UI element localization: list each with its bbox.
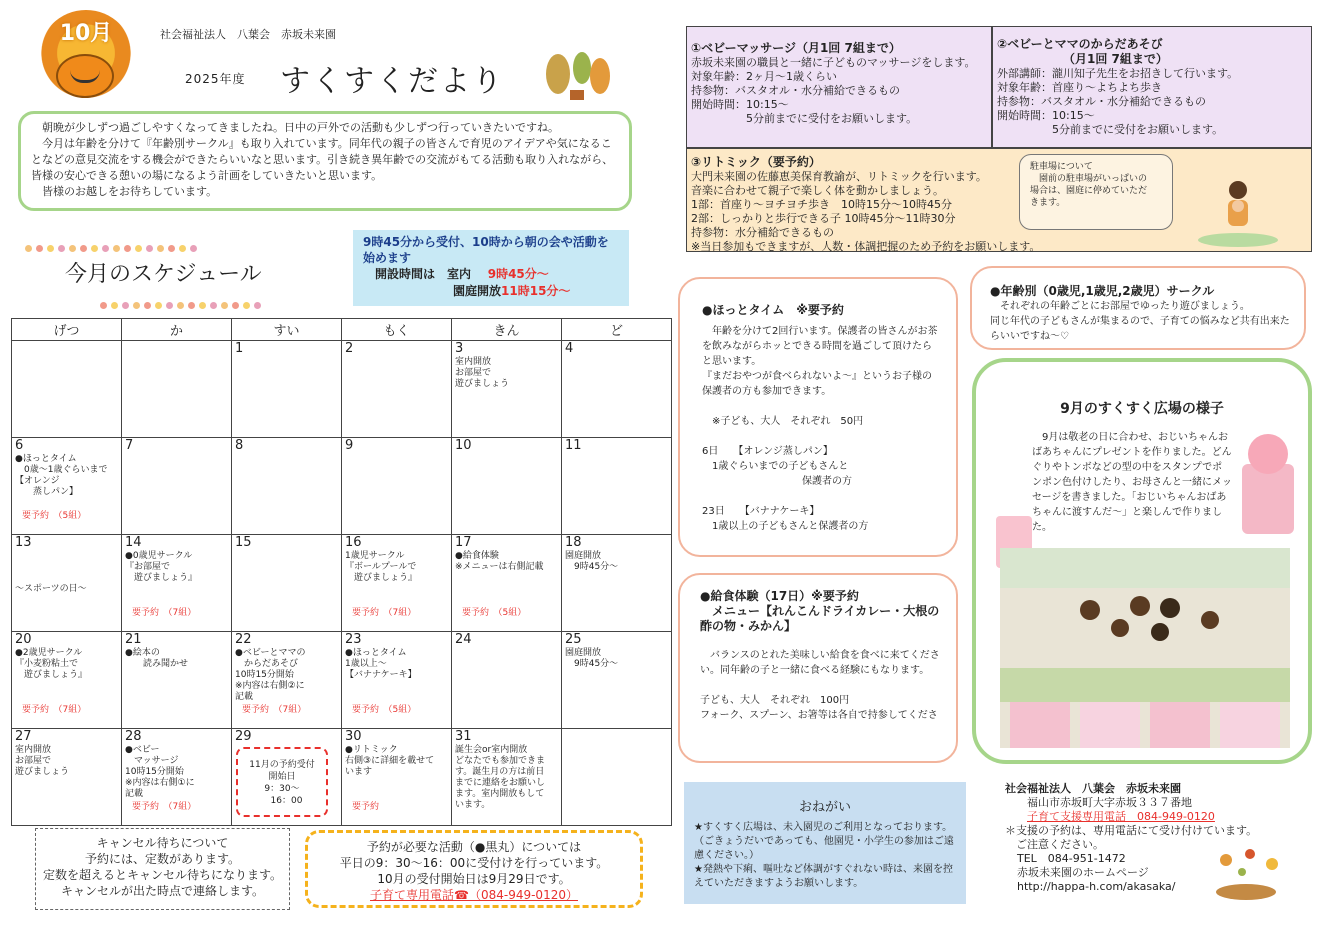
reservation-note: 要予約 （7組） [22, 705, 87, 715]
calendar-day-number: 1 [235, 341, 244, 356]
calendar-day-number: 6 [15, 438, 24, 453]
garden-label: 園庭開放 [453, 284, 502, 298]
calendar-day-cell [122, 341, 232, 438]
calendar-week-row [12, 438, 672, 535]
calendar-day-cell [12, 341, 122, 438]
calendar-day-cell [122, 632, 232, 729]
calendar-day-event: ●ほっとタイム 0歳～1歳ぐらいまで 【オレンジ 蒸しパン】 [15, 454, 108, 497]
calendar-day-cell [342, 729, 452, 826]
calendar-day-cell [562, 729, 672, 826]
age-circle-body: それぞれの年齢ごとにお部屋でゆったり遊びましょう。 同じ年代の子どもさんが集まるので、子育ての悩みなど共有出来たらいいですね～♡ [990, 301, 1290, 342]
baby-mama-title: ②ベビーとママのからだあそび （月1回 7組まで） [997, 37, 1168, 66]
page-title: すくすくだより [280, 64, 504, 99]
notice-reception: 9時45分から受付、10時から朝の会や活動を始めます [363, 235, 609, 265]
calendar-day-event: ～スポーツの日～ [15, 584, 87, 594]
calendar-day-cell [452, 729, 562, 826]
weekday-header: げつ [12, 319, 122, 341]
lunch-title: ●給食体験（17日）※要予約 [700, 589, 859, 603]
calendar-day-event: ●0歳児サークル 『お部屋で 遊びましょう』 [125, 551, 198, 583]
schedule-calendar [11, 318, 672, 826]
calendar-day-event: ●ベビー マッサージ 10時15分開始 ※内容は右側①に 記載 [125, 745, 195, 799]
calendar-weekday-row [12, 319, 672, 341]
calendar-day-cell [452, 341, 562, 438]
calendar-day-number: 20 [15, 632, 32, 647]
reservation-box [305, 830, 643, 908]
reservation-note: 要予約 （7組） [132, 802, 197, 812]
calendar-day-number: 28 [125, 729, 142, 744]
calendar-day-cell [232, 438, 342, 535]
calendar-day-cell [342, 438, 452, 535]
reserve-phone[interactable]: 子育て専用電話☎（084-949-0120） [370, 888, 578, 902]
calendar-day-cell [232, 341, 342, 438]
calendar-day-number: 4 [565, 341, 574, 356]
cancel-body: 予約には、定数があります。 定数を超えるとキャンセル待ちになります。 キャンセルが出た時点で連絡します。 [42, 852, 283, 898]
support-phone[interactable]: 子育て支援専用電話 084-949-0120 [1027, 810, 1215, 823]
calendar-day-number: 18 [565, 535, 582, 550]
reservation-note: 要予約 （7組） [242, 705, 307, 715]
reservation-note: 要予約 （5組） [22, 511, 87, 521]
baby-mama-body: 外部講師：瀧川知子先生をお招きして行います。 対象年齢：首座り～よちよち歩き 持参物：バスタオル・水分補給できるもの 開始時間：10:15～ 5分前までに受付をお願いします。 [997, 67, 1239, 136]
calendar-day-number: 11 [565, 438, 582, 453]
calendar-body [12, 341, 672, 826]
calendar-day-event: ●2歳児サークル 『小麦粉粘土で 遊びましょう』 [15, 648, 88, 680]
autumn-leaves-icon [1206, 846, 1292, 902]
year-label: 2025年度 [185, 72, 246, 86]
weekday-header: か [122, 319, 232, 341]
intro-paragraph: 今月は年齢を分けて『年齢別サークル』も取り入れています。同年代の親子の皆さんで育児のアイデアや気になることなどの意見交流をする機会ができたらいいなと思います。引き続き異年齢での交流がもてる活動も取り入れながら、皆様の安心できる憩いの場になるよう計画をしていきたいと思います。 [31, 137, 614, 182]
calendar-day-number: 8 [235, 438, 244, 453]
calendar-day-number: 24 [455, 632, 472, 647]
weekday-header: ど [562, 319, 672, 341]
contact-address: 福山市赤坂町大字赤坂３３７番地 [1027, 796, 1192, 809]
age-circle-title: ●年齢別（0歳児,1歳児,2歳児）サークル [990, 284, 1215, 298]
reservation-note: 要予約 （5組） [462, 608, 527, 618]
calendar-day-number: 16 [345, 535, 362, 550]
calendar-week-row [12, 632, 672, 729]
september-title: 9月のすくすく広場の様子 [1060, 401, 1224, 417]
calendar-day-event: 誕生会or室内開放 どなたでも参加できま す。誕生月の方は前日 までに連絡をお願いし ます。室内開放もして います。 [455, 745, 546, 810]
calendar-day-number: 22 [235, 632, 252, 647]
calendar-day-event: 園庭開放 9時45分～ [565, 648, 619, 669]
calendar-day-number: 17 [455, 535, 472, 550]
november-reservation-box: 11月の予約受付 開始日 9：30～ 16：00 [236, 747, 328, 817]
homepage-label: 赤坂未来園のホームページ [1017, 866, 1149, 879]
calendar-day-cell [12, 729, 122, 826]
pumpkin-icon [56, 54, 114, 98]
calendar-day-event: ●絵本の 読み聞かせ [125, 648, 189, 669]
calendar-day-number: 10 [455, 438, 472, 453]
calendar-day-cell [122, 535, 232, 632]
calendar-week-row [12, 535, 672, 632]
hot-time-title: ●ほっとタイム ※要予約 [702, 303, 844, 317]
calendar-day-cell [122, 438, 232, 535]
request-box [684, 782, 966, 904]
notice-garden-time [363, 283, 619, 300]
reservation-note: 要予約 （7組） [352, 608, 417, 618]
weekday-header: もく [342, 319, 452, 341]
calendar-day-number: 14 [125, 535, 142, 550]
calendar-day-cell [12, 535, 122, 632]
calendar-day-event: ●給食体験 ※メニューは右側記載 [455, 551, 544, 572]
calendar-day-cell [562, 341, 672, 438]
intro-paragraph: 朝晩が少しずつ過ごしやすくなってきましたね。日中の戸外での活動も少しずつ行っていきたいですね。 [42, 121, 559, 134]
calendar-day-cell [342, 535, 452, 632]
group-photo [1000, 548, 1290, 748]
rhythmic-body: 大門未来園の佐藤恵美保育教諭が、リトミックを行います。 音楽に合わせて親子で楽しく体を動かしましょう。 1部：首座り～ヨチヨチ歩き 10時15分～10時45分 2部：しっかりと歩行できる子 10時45分～11時30分 持参物：水分補給できるもの ※当日参加もできますが、人数・体調把握のため予約をお願いします。 [691, 170, 1041, 253]
hot-time-box [678, 277, 958, 557]
calendar-day-number: 25 [565, 632, 582, 647]
reserve-line: 平日の9：30～16：00に受付けを行っています。 [339, 856, 609, 870]
calendar-day-event: ●ほっとタイム 1歳以上～ 【バナナケーキ】 [345, 648, 417, 680]
notice-open-time [363, 266, 619, 283]
calendar-day-event: 室内開放 お部屋で 遊びましょう [455, 357, 510, 389]
lunch-menu: メニュー【れんこんドライカレー・大根の酢の物・みかん】 [700, 604, 940, 633]
open-label: 開設時間は 室内 [375, 267, 472, 281]
decorative-dots [100, 294, 265, 302]
calendar-week-row [12, 341, 672, 438]
reservation-note: 要予約 （5組） [352, 705, 417, 715]
reserve-line: 予約が必要な活動（●黒丸）については [366, 840, 582, 854]
calendar-day-number: 27 [15, 729, 32, 744]
parking-note: 駐車場について 園前の駐車場がいっぱいの 場合は、園庭に停めていただ きます。 [1019, 154, 1173, 230]
baby-mama-box [992, 26, 1312, 148]
age-circle-box [970, 266, 1306, 350]
calendar-day-number: 15 [235, 535, 252, 550]
garden-time: 11時15分～ [501, 284, 571, 298]
schedule-title: 今月のスケジュール [65, 262, 262, 287]
calendar-day-number: 21 [125, 632, 142, 647]
calendar-week-row [12, 729, 672, 826]
baby-massage-title: ①ベビーマッサージ（月1回 7組まで） [691, 41, 901, 55]
calendar-day-event: 1歳児サークル 『ボールプールで 遊びましょう』 [345, 551, 418, 583]
calendar-day-cell [562, 632, 672, 729]
intro-paragraph: 皆様のお越しをお待ちしています。 [42, 185, 218, 198]
lunch-body: バランスのとれた美味しい給食を食べに来てください。同年齢の子と一緒に食べる経験にもなります。 子ども、大人 それぞれ 100円 フォーク、スプーン、お箸等は各自で持参してくださ [700, 650, 940, 721]
request-title: おねがい [798, 800, 851, 815]
baby-massage-body: 赤坂未来園の職員と一緒に子どものマッサージをします。 対象年齢：2ヶ月～1歳くらい 持参物：バスタオル・水分補給できるもの 開始時間：10:15～ 5分前までに受付をお願いします。 [691, 56, 976, 125]
calendar-day-cell [342, 341, 452, 438]
request-body: ★すくすく広場は、未入園児のご利用となっております。（ごきょうだいであっても、他園児・小学生の参加はご遠慮ください。） ★発熱や下痢、嘔吐など体調がすぐれない時は、来園を控えていただきますようお願いします。 [694, 822, 954, 889]
craft-photo [1238, 424, 1298, 544]
hot-time-body: 年齢を分けて2回行います。保護者の皆さんがお茶を飲みながらホッとできる時間を過ごして頂けたらと思います。 『まだおやつが食べられないよ～』というお子様の保護者の方も参加できます。 ※子ども、大人 それぞれ 50円 6日 【オレンジ蒸しパン】 1歳ぐらいまでの子どもさんと 保護者の方 23日 【バナナケーキ】 1歳以上の子どもさんと保護者の方 [702, 326, 938, 532]
cancel-wait-box [35, 828, 290, 910]
calendar-day-number: 2 [345, 341, 354, 356]
calendar-day-number: 9 [345, 438, 354, 453]
lunch-box [678, 573, 958, 763]
calendar-day-number: 23 [345, 632, 362, 647]
open-time: 9時45分～ [487, 267, 549, 281]
calendar-day-cell [232, 729, 342, 826]
baby-massage-box [686, 26, 992, 148]
weekday-header: きん [452, 319, 562, 341]
contact-note: ＊支援の予約は、専用電話にて受け付けています。 ご注意ください。 [1005, 824, 1258, 851]
cancel-title: キャンセル待ちについて [96, 836, 229, 850]
intro-message [18, 111, 632, 211]
weekday-header: すい [232, 319, 342, 341]
calendar-day-cell [452, 535, 562, 632]
calendar-day-cell [232, 535, 342, 632]
homepage-link[interactable]: http://happa-h.com/akasaka/ [1017, 880, 1176, 893]
calendar-day-event: 室内開放 お部屋で 遊びましょう [15, 745, 70, 777]
calendar-day-event: ●リトミック 右側③に詳細を載せて います [345, 745, 435, 777]
rhythmic-title: ③リトミック（要予約） [691, 155, 821, 169]
calendar-day-cell [342, 632, 452, 729]
calendar-day-cell [452, 632, 562, 729]
calendar-day-cell [12, 438, 122, 535]
calendar-day-event: 園庭開放 9時45分～ [565, 551, 619, 572]
mother-child-icon [1196, 176, 1280, 248]
september-body: 9月は敬老の日に合わせ、おじいちゃんおばあちゃんにプレゼントを作りました。どんぐりやトンボなどの型の中をスタンプでポンポン色付けしたり、お母さんと一緒にメッセージを書きました。「おじいちゃんおばあちゃんに渡すんだ～」と楽しんで作りました。 [1032, 432, 1232, 533]
organization-name: 社会福祉法人 八葉会 赤坂未来園 [160, 28, 336, 41]
month-label: 10月 [59, 21, 113, 46]
calendar-day-number: 31 [455, 729, 472, 744]
reservation-note: 要予約 [352, 802, 380, 812]
contact-org: 社会福祉法人 八葉会 赤坂未来園 [1005, 782, 1181, 795]
calendar-day-cell [562, 438, 672, 535]
calendar-day-number: 30 [345, 729, 362, 744]
calendar-day-cell [232, 632, 342, 729]
calendar-day-cell [562, 535, 672, 632]
calendar-day-cell [122, 729, 232, 826]
calendar-day-event: ●ベビーとママの からだあそび 10時15分開始 ※内容は右側②に 記載 [235, 648, 306, 702]
opening-hours-notice [353, 230, 629, 306]
calendar-day-number: 3 [455, 341, 464, 356]
calendar-day-number: 7 [125, 438, 134, 453]
decorative-dots [25, 237, 201, 245]
month-badge [38, 10, 134, 106]
calendar-day-number: 13 [15, 535, 32, 550]
calendar-day-cell [12, 632, 122, 729]
calendar-day-cell [452, 438, 562, 535]
autumn-leaves-icon [540, 46, 616, 104]
reserve-line: 10月の受付開始日は9月29日です。 [377, 872, 571, 886]
contact-tel[interactable]: TEL 084-951-1472 [1017, 852, 1126, 865]
calendar-day-number: 29 [235, 729, 252, 744]
reservation-note: 要予約 （7組） [132, 608, 197, 618]
